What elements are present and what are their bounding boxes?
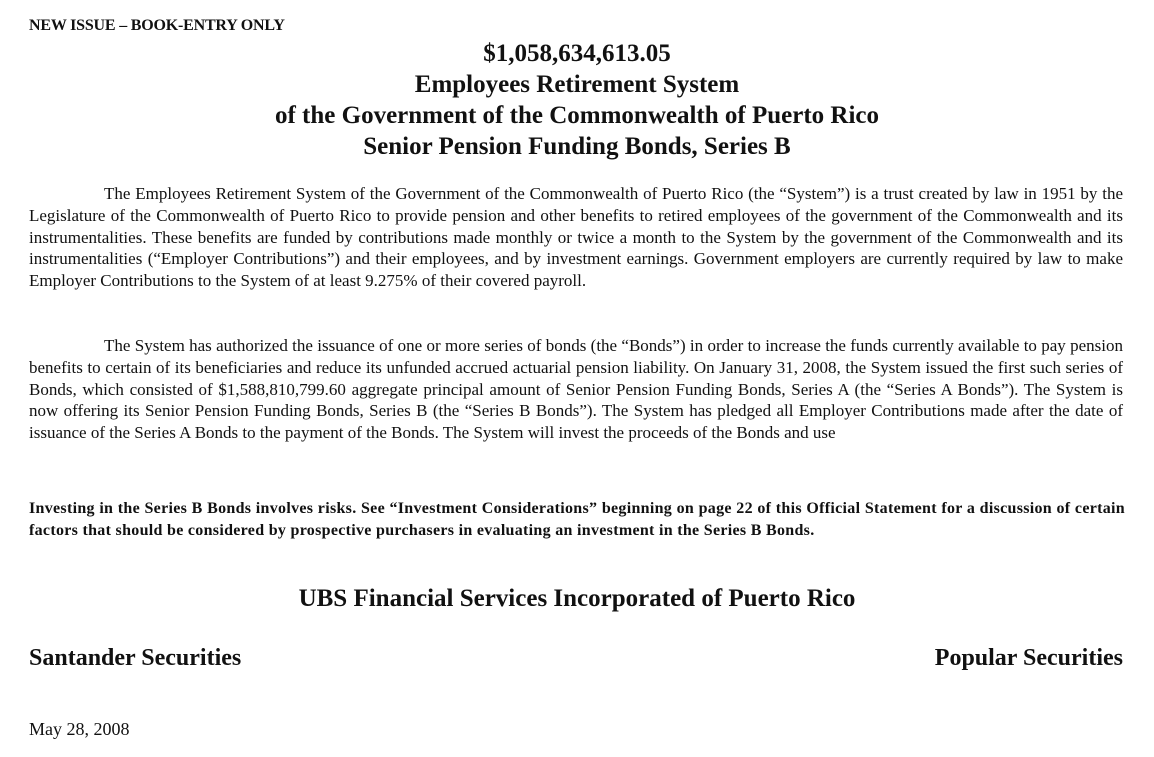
statement-date: May 28, 2008	[29, 719, 130, 739]
issue-type-label: NEW ISSUE – BOOK-ENTRY ONLY	[29, 17, 285, 34]
lead-underwriter: UBS Financial Services Incorporated of Puerto Rico	[298, 585, 856, 612]
co-manager-left: Santander Securities	[29, 645, 242, 671]
bond-series-name: Senior Pension Funding Bonds, Series B	[363, 133, 791, 160]
system-description-paragraph	[29, 183, 1123, 292]
bonds-description-paragraph	[29, 335, 1123, 444]
risk-notice: Investing in the Series B Bonds involves risks. See “Investment Considerations” beginning on page 22 of this Official Statement for a discussion of certain factors that should be considered by prospective purchasers in evaluating an investment in the Series B Bonds.	[29, 500, 1125, 539]
offering-amount: $1,058,634,613.05	[483, 40, 671, 67]
issuer-name-line-2: of the Government of the Commonwealth of Puerto Rico	[274, 102, 880, 129]
paragraph-text: The System has authorized the issuance of one or more series of bonds (the “Bonds”) in order to increase the funds currently available to pay pension benefits to certain of its beneficiaries and reduce its unfunded accrued actuarial pension liability. On January 31, 2008, the System issued the first such series of Bonds, which consisted of $1,588,810,799.60 aggregate principal amount of Senior Pension Funding Bonds, Series A (the “Series A Bonds”). The System is now offering its Senior Pension Funding Bonds, Series B (the “Series B Bonds”). The System has pledged all Employer Contributions made after the date of issuance of the Series A Bonds to the payment of the Bonds. The System will invest the proceeds of the Bonds and use	[29, 336, 1123, 443]
title-block	[0, 38, 1154, 162]
paragraph-text: The Employees Retirement System of the Government of the Commonwealth of Puerto Rico (the “System”) is a trust created by law in 1951 by the Legislature of the Commonwealth of Puerto Rico to provide pension and other benefits to retired employees of the government of the Commonwealth and its instrumentalities. These benefits are funded by contributions made monthly or twice a month to the System by the government of the Commonwealth and its instrumentalities (“Employer Contributions”) and their employees, and by investment earnings. Government employers are currently required by law to make Employer Contributions to the System of at least 9.275% of their covered payroll.	[29, 184, 1123, 291]
issuer-name-line-1: Employees Retirement System	[414, 71, 740, 98]
co-manager-right: Popular Securities	[934, 645, 1123, 671]
co-managers	[29, 645, 1123, 672]
